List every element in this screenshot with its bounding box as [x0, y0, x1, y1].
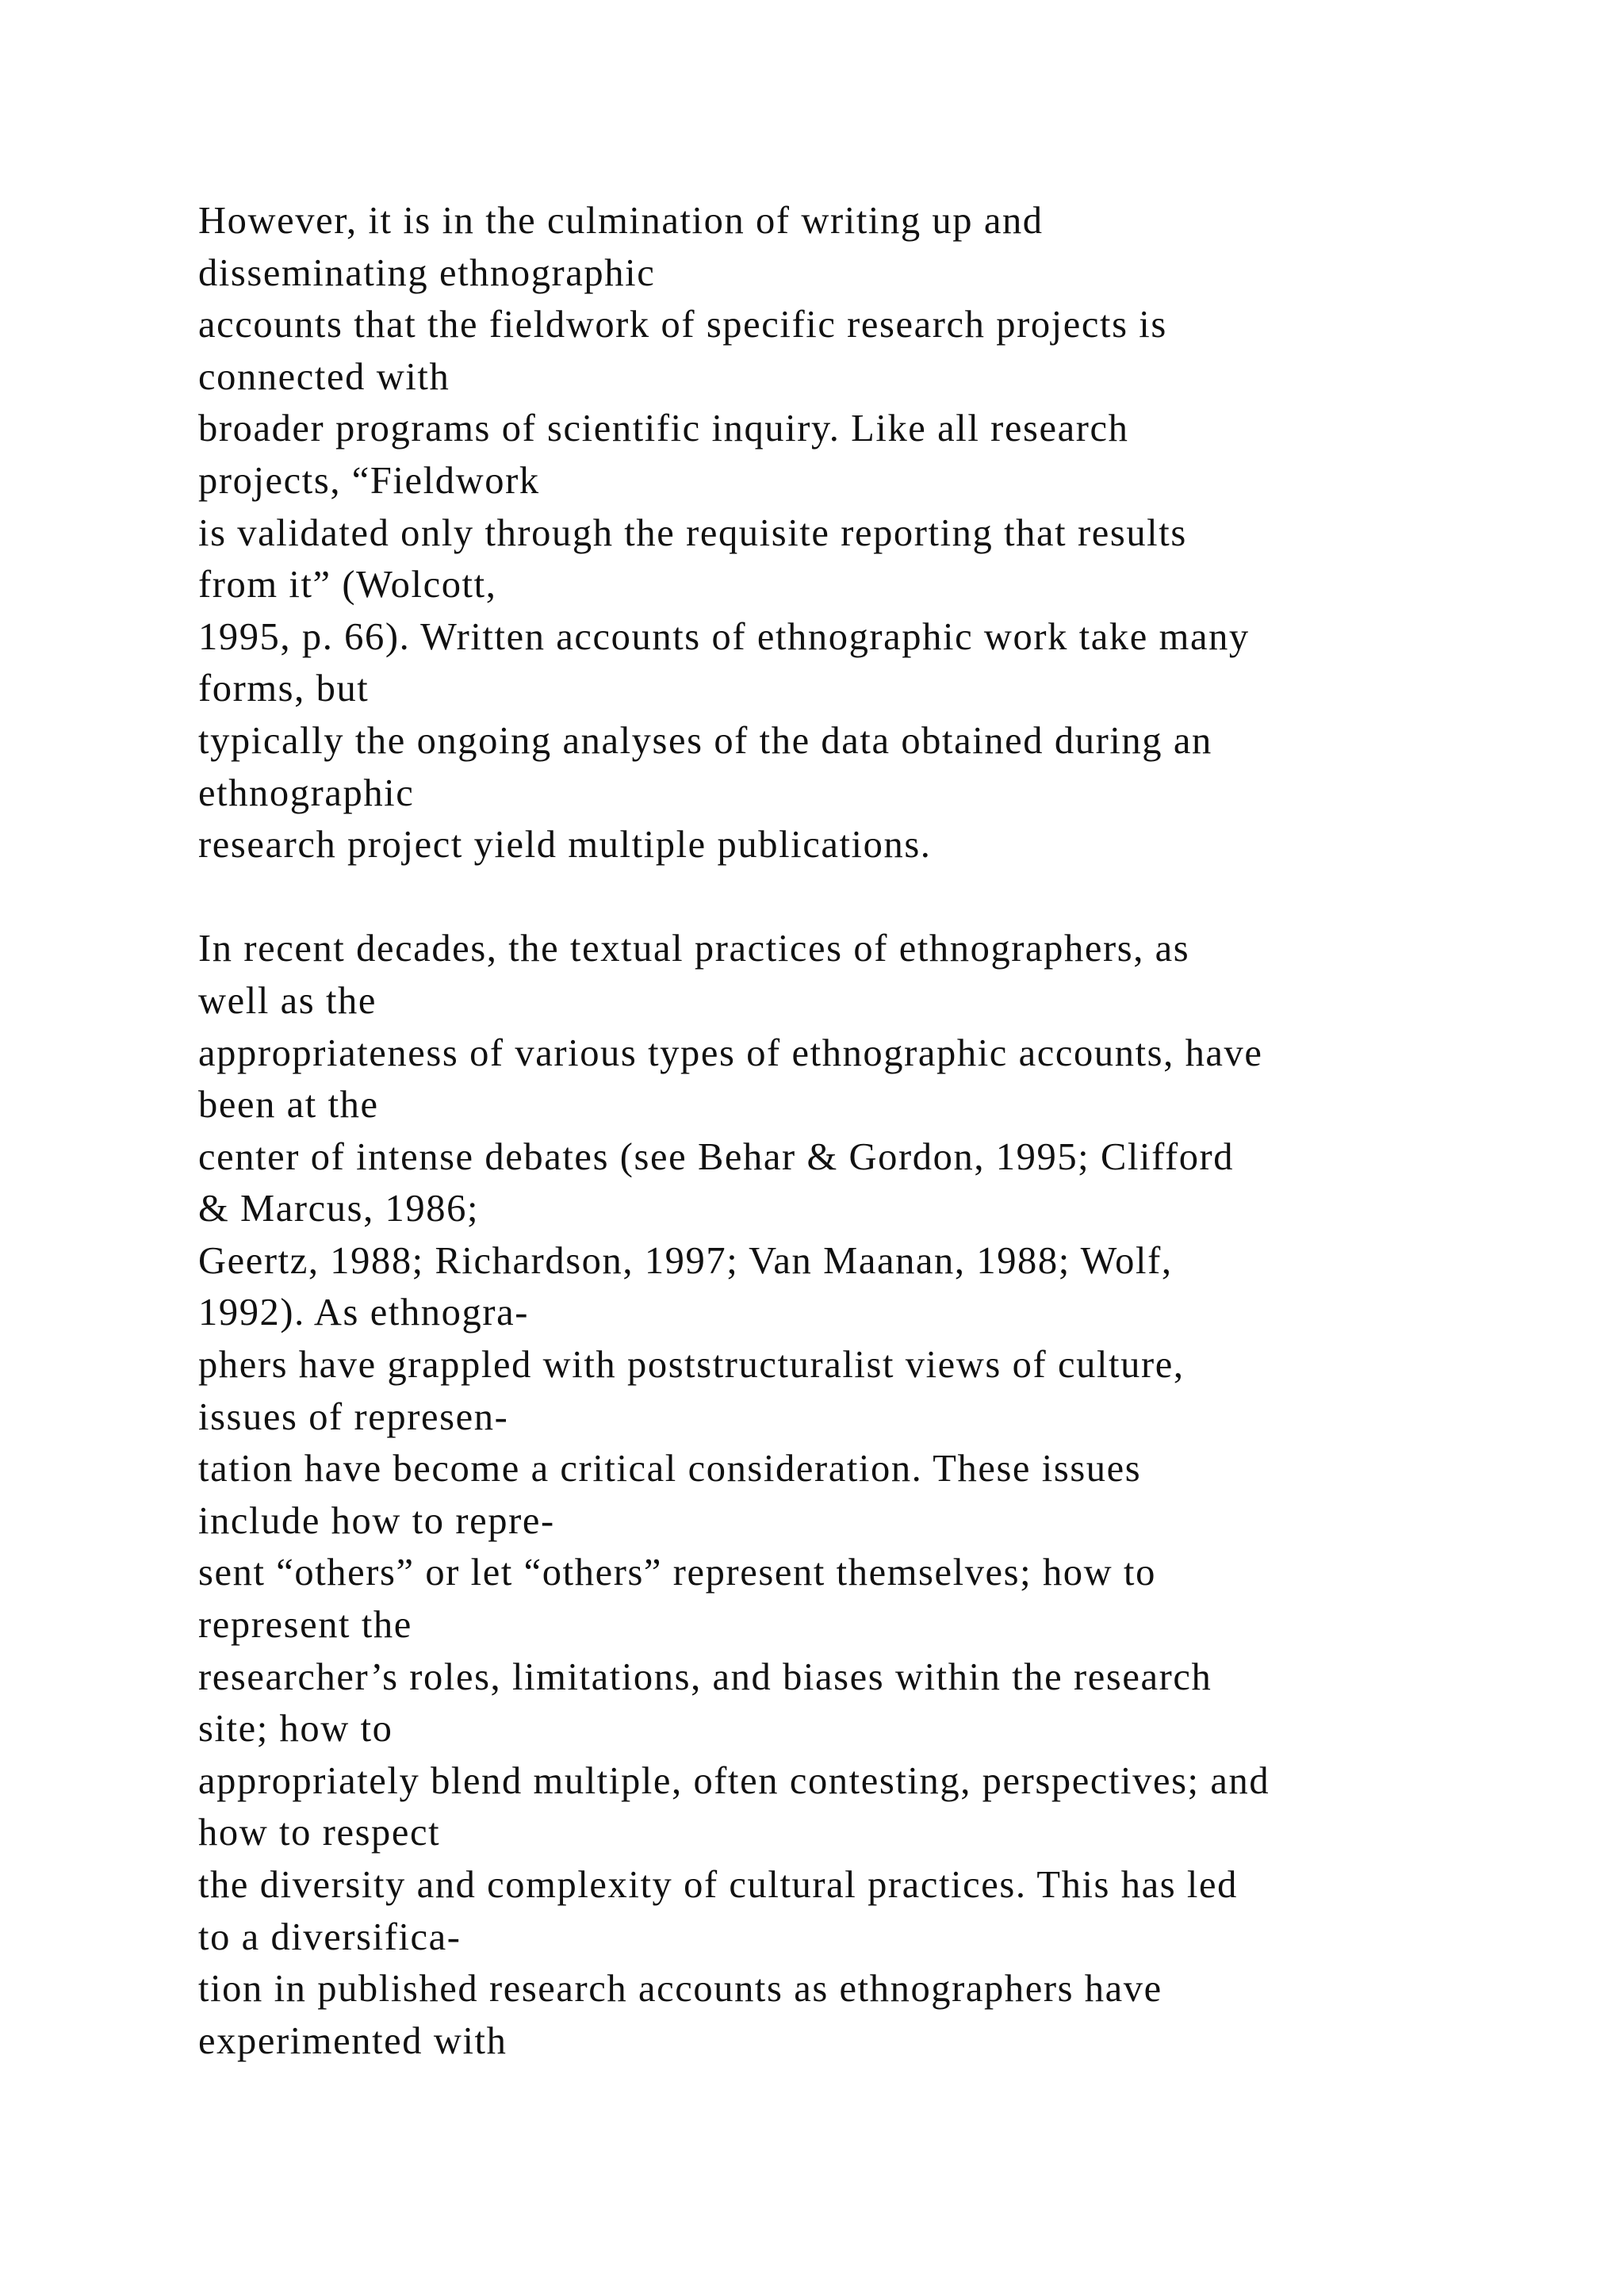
text-line: forms, but [198, 668, 370, 710]
text-line: been at the [198, 1084, 379, 1127]
text-line: experimented with [198, 2019, 508, 2062]
text-line: 1995, p. 66). Written accounts of ethnographic work take many [198, 615, 1250, 658]
paragraph-2 [198, 923, 1546, 2067]
text-line: from it” (Wolcott, [198, 564, 497, 607]
text-line: connected with [198, 355, 450, 398]
text-line: tation have become a critical consideration. These issues [198, 1448, 1142, 1490]
text-line: to a diversifica- [198, 1915, 462, 1958]
text-line: accounts that the fieldwork of specific research projects is [198, 304, 1167, 346]
text-line: appropriateness of various types of ethnographic accounts, have [198, 1031, 1263, 1074]
text-line: include how to repre- [198, 1499, 555, 1542]
text-line: broader programs of scientific inquiry. Like all research [198, 408, 1129, 450]
paragraph-1 [198, 195, 1546, 871]
text-line: In recent decades, the textual practices of ethnographers, as [198, 928, 1190, 970]
text-line: & Marcus, 1986; [198, 1188, 480, 1230]
text-line: site; how to [198, 1708, 393, 1751]
paragraph-spacer [198, 871, 1546, 924]
text-line: well as the [198, 979, 377, 1022]
text-line: issues of represen- [198, 1395, 509, 1438]
text-line: phers have grappled with poststructuralist views of culture, [198, 1344, 1185, 1387]
text-line: Geertz, 1988; Richardson, 1997; Van Maanan, 1988; Wolf, [198, 1239, 1173, 1282]
text-line: ethnographic [198, 771, 415, 814]
text-line: disseminating ethnographic [198, 251, 656, 294]
text-line: projects, “Fieldwork [198, 459, 540, 502]
text-line: 1992). As ethnogra- [198, 1292, 529, 1334]
text-line: center of intense debates (see Behar & Gordon, 1995; Clifford [198, 1135, 1235, 1178]
text-line: typically the ongoing analyses of the data obtained during an [198, 719, 1212, 762]
text-line: how to respect [198, 1812, 441, 1854]
text-line: research project yield multiple publications. [198, 824, 932, 867]
text-line: researcher’s roles, limitations, and biases within the research [198, 1655, 1212, 1698]
text-line: sent “others” or let “others” represent themselves; how to [198, 1552, 1156, 1594]
document-body [198, 195, 1546, 2067]
text-line: tion in published research accounts as ethnographers have [198, 1968, 1162, 2011]
text-line: However, it is in the culmination of writing up and [198, 200, 1044, 242]
text-line: represent the [198, 1604, 412, 1647]
text-line: appropriately blend multiple, often contesting, perspectives; and [198, 1759, 1270, 1802]
text-line: is validated only through the requisite reporting that results [198, 511, 1187, 554]
text-line: the diversity and complexity of cultural practices. This has led [198, 1864, 1238, 1906]
